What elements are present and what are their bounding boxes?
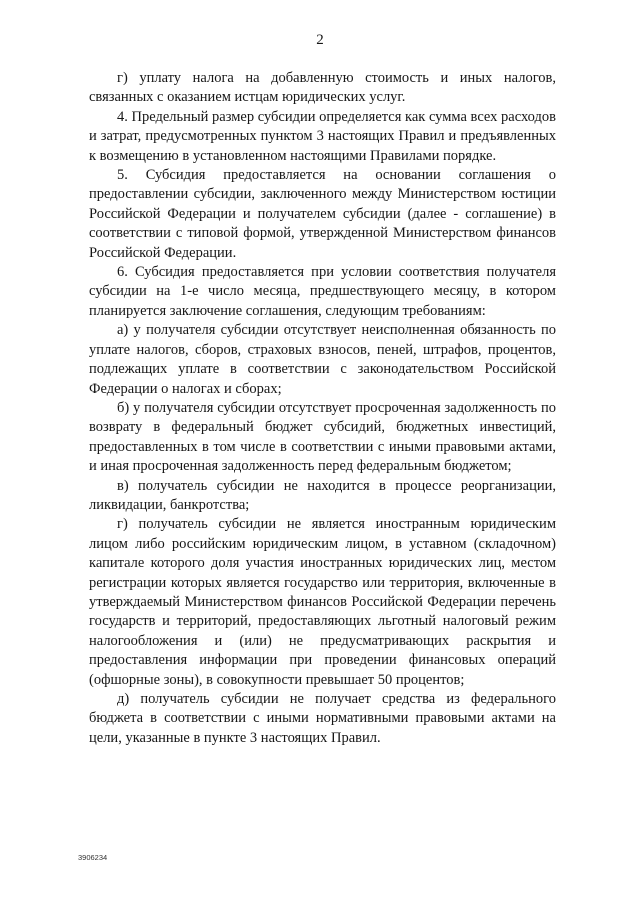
- paragraph-4-subsidy-limit: 4. Предельный размер субсидии определяется как сумма всех расходов и затрат, предусмотренных пунктом 3 настоящих Правил и предъявленных к возмещению в установленном настоящими Правилами порядке.: [89, 108, 556, 164]
- paragraph-tax-payment: г) уплату налога на добавленную стоимость и иных налогов, связанных с оказанием истцам юридических услуг.: [89, 70, 556, 106]
- paragraph-5-subsidy-agreement: 5. Субсидия предоставляется на основании соглашения о предоставлении субсидии, заключенного между Министерством юстиции Российской Федерации и получателем субсидии (далее - соглашение) в соответствии с типовой формой, утвержденной Министерством финансов Российской Федерации.: [89, 167, 556, 261]
- requirement-g: г) получатель субсидии не является иностранным юридическим лицом либо российским юридическим лицом, в уставном (складочном) капитале которого доля участия иностранных юридических лиц, местом регистрации которых является государство или территория, включенные в утверждаемый Министерством финансов Российской Федерации перечень государств и территорий, предоставляющих льготный налоговый режим налогообложения и (или) не предусматривающих раскрытия и предоставления информации при проведении финансовых операций (офшорные зоны), в совокупности превышает 50 процентов;: [89, 516, 556, 688]
- requirement-d: д) получатель субсидии не получает средства из федерального бюджета в соответствии с иными нормативными правовыми актами на цели, указанные в пункте 3 настоящих Правил.: [89, 691, 556, 746]
- document-body: [89, 69, 556, 748]
- paragraph-6-subsidy-conditions: 6. Субсидия предоставляется при условии соответствия получателя субсидии на 1-е число месяца, предшествующего месяцу, в котором планируется заключение соглашения, следующим требованиям:: [89, 264, 556, 319]
- requirement-b: б) у получателя субсидии отсутствует просроченная задолженность по возврату в федеральный бюджет субсидий, бюджетных инвестиций, предоставленных в том числе в соответствии с иными правовыми актами, и иная просроченная задолженность перед федеральным бюджетом;: [89, 399, 556, 475]
- requirement-v: в) получатель субсидии не находится в процессе реорганизации, ликвидации, банкротства;: [89, 477, 556, 513]
- page-number: 2: [316, 32, 324, 48]
- document-id: 3906234: [78, 853, 108, 862]
- requirement-a: а) у получателя субсидии отсутствует неисполненная обязанность по уплате налогов, сборов, страховых взносов, пеней, штрафов, процентов, подлежащих уплате в соответствии с законодательством Российской Федерации о налогах и сборах;: [89, 322, 556, 397]
